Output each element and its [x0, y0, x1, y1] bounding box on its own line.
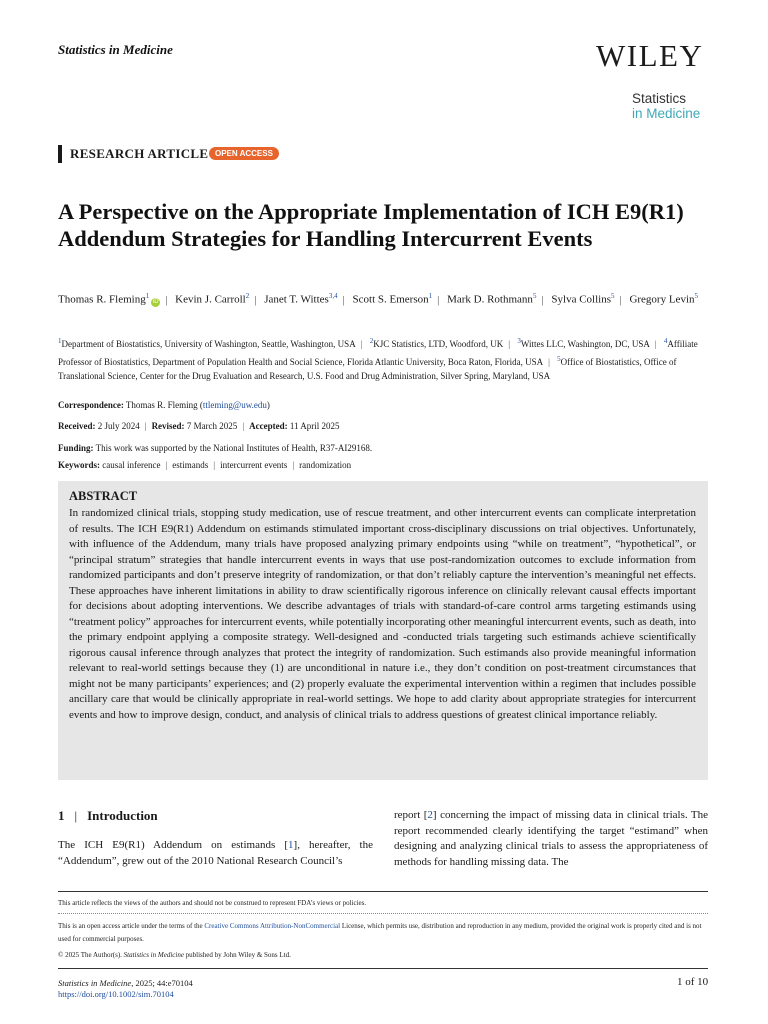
body-text: The ICH E9(R1) Addendum on estimands [: [58, 839, 289, 851]
body-text: ], hereafter, the “Addendum”, grew out of the 2010 National Research Council’s: [58, 839, 373, 867]
journal-logo-line1: Statistics: [632, 91, 687, 106]
funding-text: This work was supported by the National Institutes of Health, R37-AI29168.: [95, 443, 373, 453]
accepted-label: Accepted:: [249, 421, 288, 431]
author-name[interactable]: Janet T. Wittes: [264, 293, 329, 306]
body-text: report [: [394, 809, 428, 821]
section-number: 1: [58, 808, 65, 823]
affiliation-text: Department of Biostatistics, University of Washington, Seattle, Washington, USA: [61, 339, 356, 349]
affiliation-number: 3: [517, 337, 521, 345]
citation-link[interactable]: 2: [427, 809, 433, 821]
license-link[interactable]: Creative Commons Attribution-NonCommercial: [204, 922, 341, 930]
separator: |: [242, 421, 245, 431]
author-name[interactable]: Scott S. Emerson: [352, 293, 429, 306]
affiliation-number: 1: [58, 337, 62, 345]
author-affiliation: 2: [245, 292, 250, 300]
correspondence-name: Thomas R. Fleming: [125, 400, 198, 410]
separator: |: [213, 460, 216, 470]
separator: |: [541, 293, 544, 306]
author-affiliation: 1: [428, 292, 433, 300]
separator: |: [342, 293, 345, 306]
affiliation-text: Wittes LLC, Washington, DC, USA: [520, 339, 650, 349]
author-name[interactable]: Sylva Collins: [551, 293, 611, 306]
disclaimer-note: This article reflects the views of the authors and should not be construed to represent FDA’s views or policies.: [58, 899, 367, 907]
author-affiliation: 5: [694, 292, 698, 300]
body-text: ] concerning the impact of missing data in clinical trials. The report recommended clearly identifying the target “estimand” when designing and analyzing clinical trials to assess the appropriateness of methods for handling missing data. The: [394, 809, 708, 868]
section-title: Introduction: [87, 808, 158, 823]
accepted-date: 11 April 2025: [289, 421, 340, 431]
copyright-text: © 2025 The Author(s).: [58, 951, 124, 959]
orcid-icon[interactable]: iD: [152, 298, 159, 305]
article-type-bar: [58, 145, 62, 163]
revised-label: Revised:: [151, 421, 185, 431]
body-column-left: [58, 838, 373, 869]
footnote-rule: [58, 891, 708, 892]
keyword[interactable]: randomization: [299, 460, 352, 470]
footer-volume: , 2025; 44:e70104: [131, 978, 193, 988]
doi-link[interactable]: https://doi.org/10.1002/sim.70104: [58, 988, 174, 999]
journal-name: Statistics in Medicine: [58, 42, 173, 57]
affiliations: [58, 334, 713, 384]
keywords: [58, 459, 351, 471]
correspondence-label: Correspondence:: [58, 400, 124, 410]
publisher-logo: WILEY: [596, 38, 704, 73]
keyword[interactable]: intercurrent events: [220, 460, 288, 470]
license-note: [58, 920, 708, 946]
author-affiliation: 5: [610, 292, 615, 300]
section-heading: [58, 808, 158, 824]
keyword[interactable]: causal inference: [102, 460, 161, 470]
separator: |: [165, 293, 168, 306]
journal-logo-line2: in Medicine: [632, 106, 701, 121]
page-footer-citation: [58, 978, 193, 999]
separator: |: [144, 421, 147, 431]
body-column-right: [394, 808, 708, 870]
copyright-journal: Statistics in Medicine: [123, 951, 184, 959]
section-divider: |: [74, 808, 78, 823]
footnote-divider: [58, 913, 708, 914]
correspondence-email[interactable]: ttleming@uw.edu: [202, 400, 267, 410]
page-number: 1 of 10: [677, 976, 709, 988]
author-affiliation: 1: [145, 292, 150, 300]
affiliation-number: 5: [557, 354, 561, 363]
affiliation-text: Office of Biostatistics, Office of Translational Science, Center for the Drug Evaluation and Research, U.S. Food and Drug Administration, Silver Spring, Maryland, USA: [58, 356, 677, 381]
separator: |: [254, 293, 257, 306]
footer-journal: Statistics in Medicine: [58, 978, 132, 988]
author-name[interactable]: Kevin J. Carroll: [175, 293, 246, 306]
license-text: This is an open access article under the terms of the: [58, 922, 205, 930]
funding-label: Funding:: [58, 443, 94, 453]
copyright-text: published by John Wiley & Sons Ltd.: [183, 951, 291, 959]
author-name[interactable]: Thomas R. Fleming: [58, 293, 146, 306]
correspondence: Correspondence: Thomas R. Fleming (ttleming@uw.edu): [58, 400, 270, 410]
article-type: RESEARCH ARTICLE: [70, 146, 209, 161]
revised-date: 7 March 2025: [186, 421, 238, 431]
license-text: License, which permits use, distribution and reproduction in any medium, provided the original work is properly cited and is not used for commercial purposes.: [58, 922, 702, 943]
received-date: 2 July 2024: [97, 421, 140, 431]
copyright-note: [58, 949, 708, 962]
separator: |: [437, 293, 440, 306]
separator: |: [292, 460, 295, 470]
author-affiliation: 3,4: [328, 292, 338, 300]
article-dates: [58, 420, 340, 432]
received-label: Received:: [58, 421, 96, 431]
keyword[interactable]: estimands: [172, 460, 209, 470]
citation-link[interactable]: 1: [288, 839, 294, 851]
affiliation-text: Affiliate Professor of Biostatistics, Department of Population Health and Social Science, Florida Atlantic University, Boca Raton, Florida, USA: [58, 339, 698, 367]
affiliation-number: 2: [369, 337, 374, 345]
keywords-label: Keywords:: [58, 460, 100, 470]
author-affiliation: 5: [532, 292, 537, 300]
separator: |: [654, 339, 657, 349]
open-access-badge: OPEN ACCESS: [209, 147, 279, 160]
abstract-text: In randomized clinical trials, stopping study medication, use of rescue treatment, and other intercurrent events can complicate interpretation of results. The ICH E9(R1) Addendum on estimands stimulated important cross-disciplinary discussions on trial objectives. Unfortunately, with influence of the Addendum, many trials have proposed analyzing primary endpoints using “while on treatment”, “hypothetical”, or “principal stratum” strategies that handle intercurrent events in ways that use post-randomization outcomes to exclude information from randomized participants and don’t preserve integrity of randomization, or that don’t reliably capture the intervention’s meaningful net effects. These approaches have inherent limitations in ability to draw scientifically rigorous inference on clinically relevant causal effects important for decisions about adopting interventions. We describe advantages of trials with standard-of-care control arms targeting estimands using “treatment policy” approaches for intercurrent events, while potentially incorporating other meaningful intercurrent events, such as death, into the primary endpoint applying a composite strategy. Well-designed and -conducted trials targeting such estimands achieve scientifically rigorous causal inference through analyzes that protect the integrity of randomization. Such estimands also provide meaningful information relevant to real-world settings because they (1) are unconditional in nature i.e., they don’t condition on post-treatment circumstances that might not be many participants’ experiences; and (2) properly evaluate the experimental intervention within a regimen that includes possible ancillary care that would be clinically appropriate in real-world settings. We hope to add clarity about appropriate strategies for intercurrent events and how to improve design, conduct, and analysis of clinical trials to address questions of greatest clinical importance reliably.: [69, 507, 696, 721]
separator: |: [548, 356, 550, 367]
author-list: [58, 289, 713, 308]
separator: |: [165, 460, 168, 470]
abstract-heading: ABSTRACT: [69, 489, 138, 503]
separator: |: [508, 339, 511, 349]
affiliation-text: KJC Statistics, LTD, Woodford, UK: [373, 339, 504, 349]
funding: [58, 442, 372, 454]
page-footer-rule: [58, 968, 708, 969]
journal-logo: [632, 91, 700, 121]
affiliation-number: 4: [663, 337, 668, 345]
separator: |: [360, 339, 363, 349]
article-title: A Perspective on the Appropriate Implementation of ICH E9(R1) Addendum Strategies for Handling Intercurrent Events: [58, 199, 684, 251]
author-name[interactable]: Gregory Levin: [629, 293, 695, 306]
author-name[interactable]: Mark D. Rothmann: [447, 293, 533, 306]
separator: |: [619, 293, 622, 306]
